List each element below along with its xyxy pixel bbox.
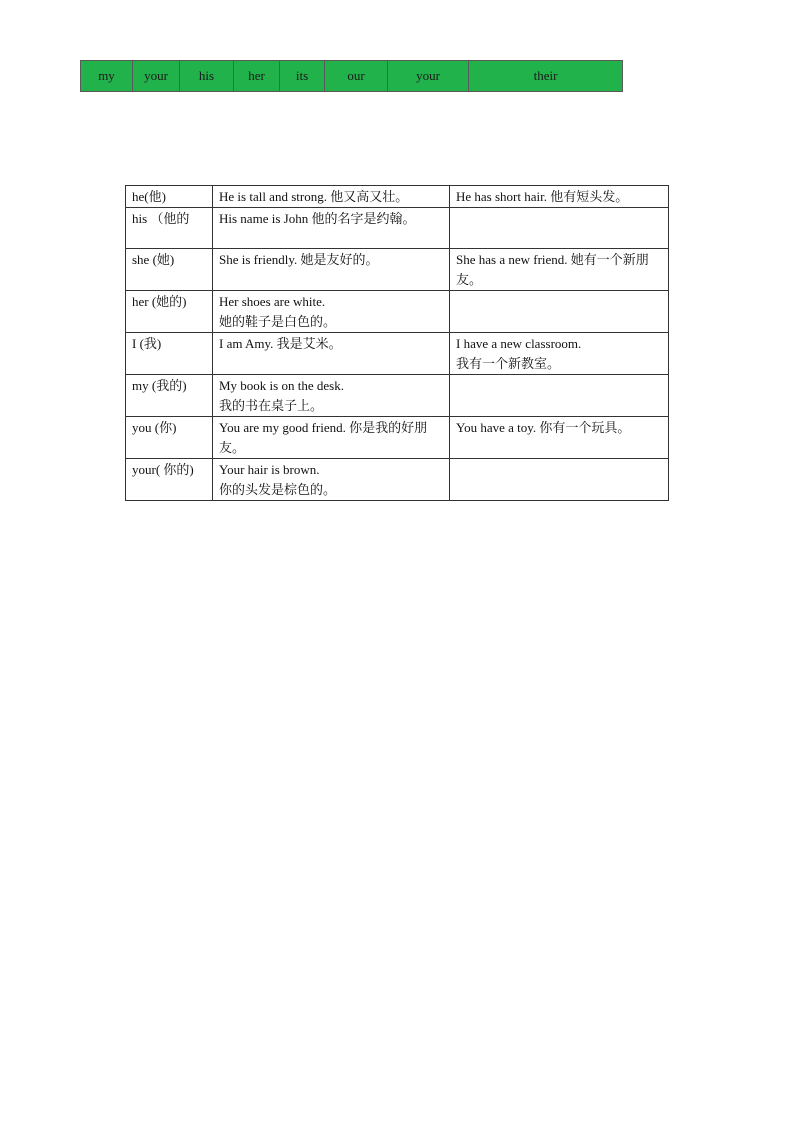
example-cell: I have a new classroom. 我有一个新教室。 (450, 333, 669, 375)
example-cell (450, 291, 669, 333)
example-cell: My book is on the desk. 我的书在桌子上。 (213, 375, 450, 417)
example-cell: I am Amy. 我是艾米。 (213, 333, 450, 375)
table-row (126, 375, 669, 417)
table-row (126, 333, 669, 375)
example-cell (450, 208, 669, 249)
table-row (126, 208, 669, 249)
example-cell: You have a toy. 你有一个玩具。 (450, 417, 669, 459)
example-cell: She has a new friend. 她有一个新朋友。 (450, 249, 669, 291)
possessive-your-plural: your (388, 61, 469, 92)
possessive-my: my (81, 61, 133, 92)
pronoun-table (125, 185, 669, 501)
table-row (126, 459, 669, 501)
possessive-their: their (469, 61, 623, 92)
example-cell: Your hair is brown. 你的头发是棕色的。 (213, 459, 450, 501)
pronoun-cell: you (你) (126, 417, 213, 459)
example-cell (450, 459, 669, 501)
example-cell: She is friendly. 她是友好的。 (213, 249, 450, 291)
example-cell: He is tall and strong. 他又高又壮。 (213, 186, 450, 208)
example-cell: You are my good friend. 你是我的好朋友。 (213, 417, 450, 459)
pronoun-cell: her (她的) (126, 291, 213, 333)
pronoun-cell: my (我的) (126, 375, 213, 417)
pronoun-cell: he(他) (126, 186, 213, 208)
pronoun-cell: she (她) (126, 249, 213, 291)
pronoun-cell: his （他的 (126, 208, 213, 249)
possessive-its: its (280, 61, 325, 92)
pronoun-cell: your( 你的) (126, 459, 213, 501)
possessive-adjectives-bar (80, 60, 623, 92)
example-cell: His name is John 他的名字是约翰。 (213, 208, 450, 249)
example-cell (450, 375, 669, 417)
possessive-his: his (180, 61, 234, 92)
pronoun-cell: I (我) (126, 333, 213, 375)
example-cell: He has short hair. 他有短头发。 (450, 186, 669, 208)
table-row (126, 291, 669, 333)
possessive-row (81, 61, 623, 92)
possessive-our: our (325, 61, 388, 92)
table-row (126, 417, 669, 459)
example-cell: Her shoes are white. 她的鞋子是白色的。 (213, 291, 450, 333)
table-row (126, 186, 669, 208)
possessive-her: her (234, 61, 280, 92)
possessive-your: your (133, 61, 180, 92)
table-row (126, 249, 669, 291)
